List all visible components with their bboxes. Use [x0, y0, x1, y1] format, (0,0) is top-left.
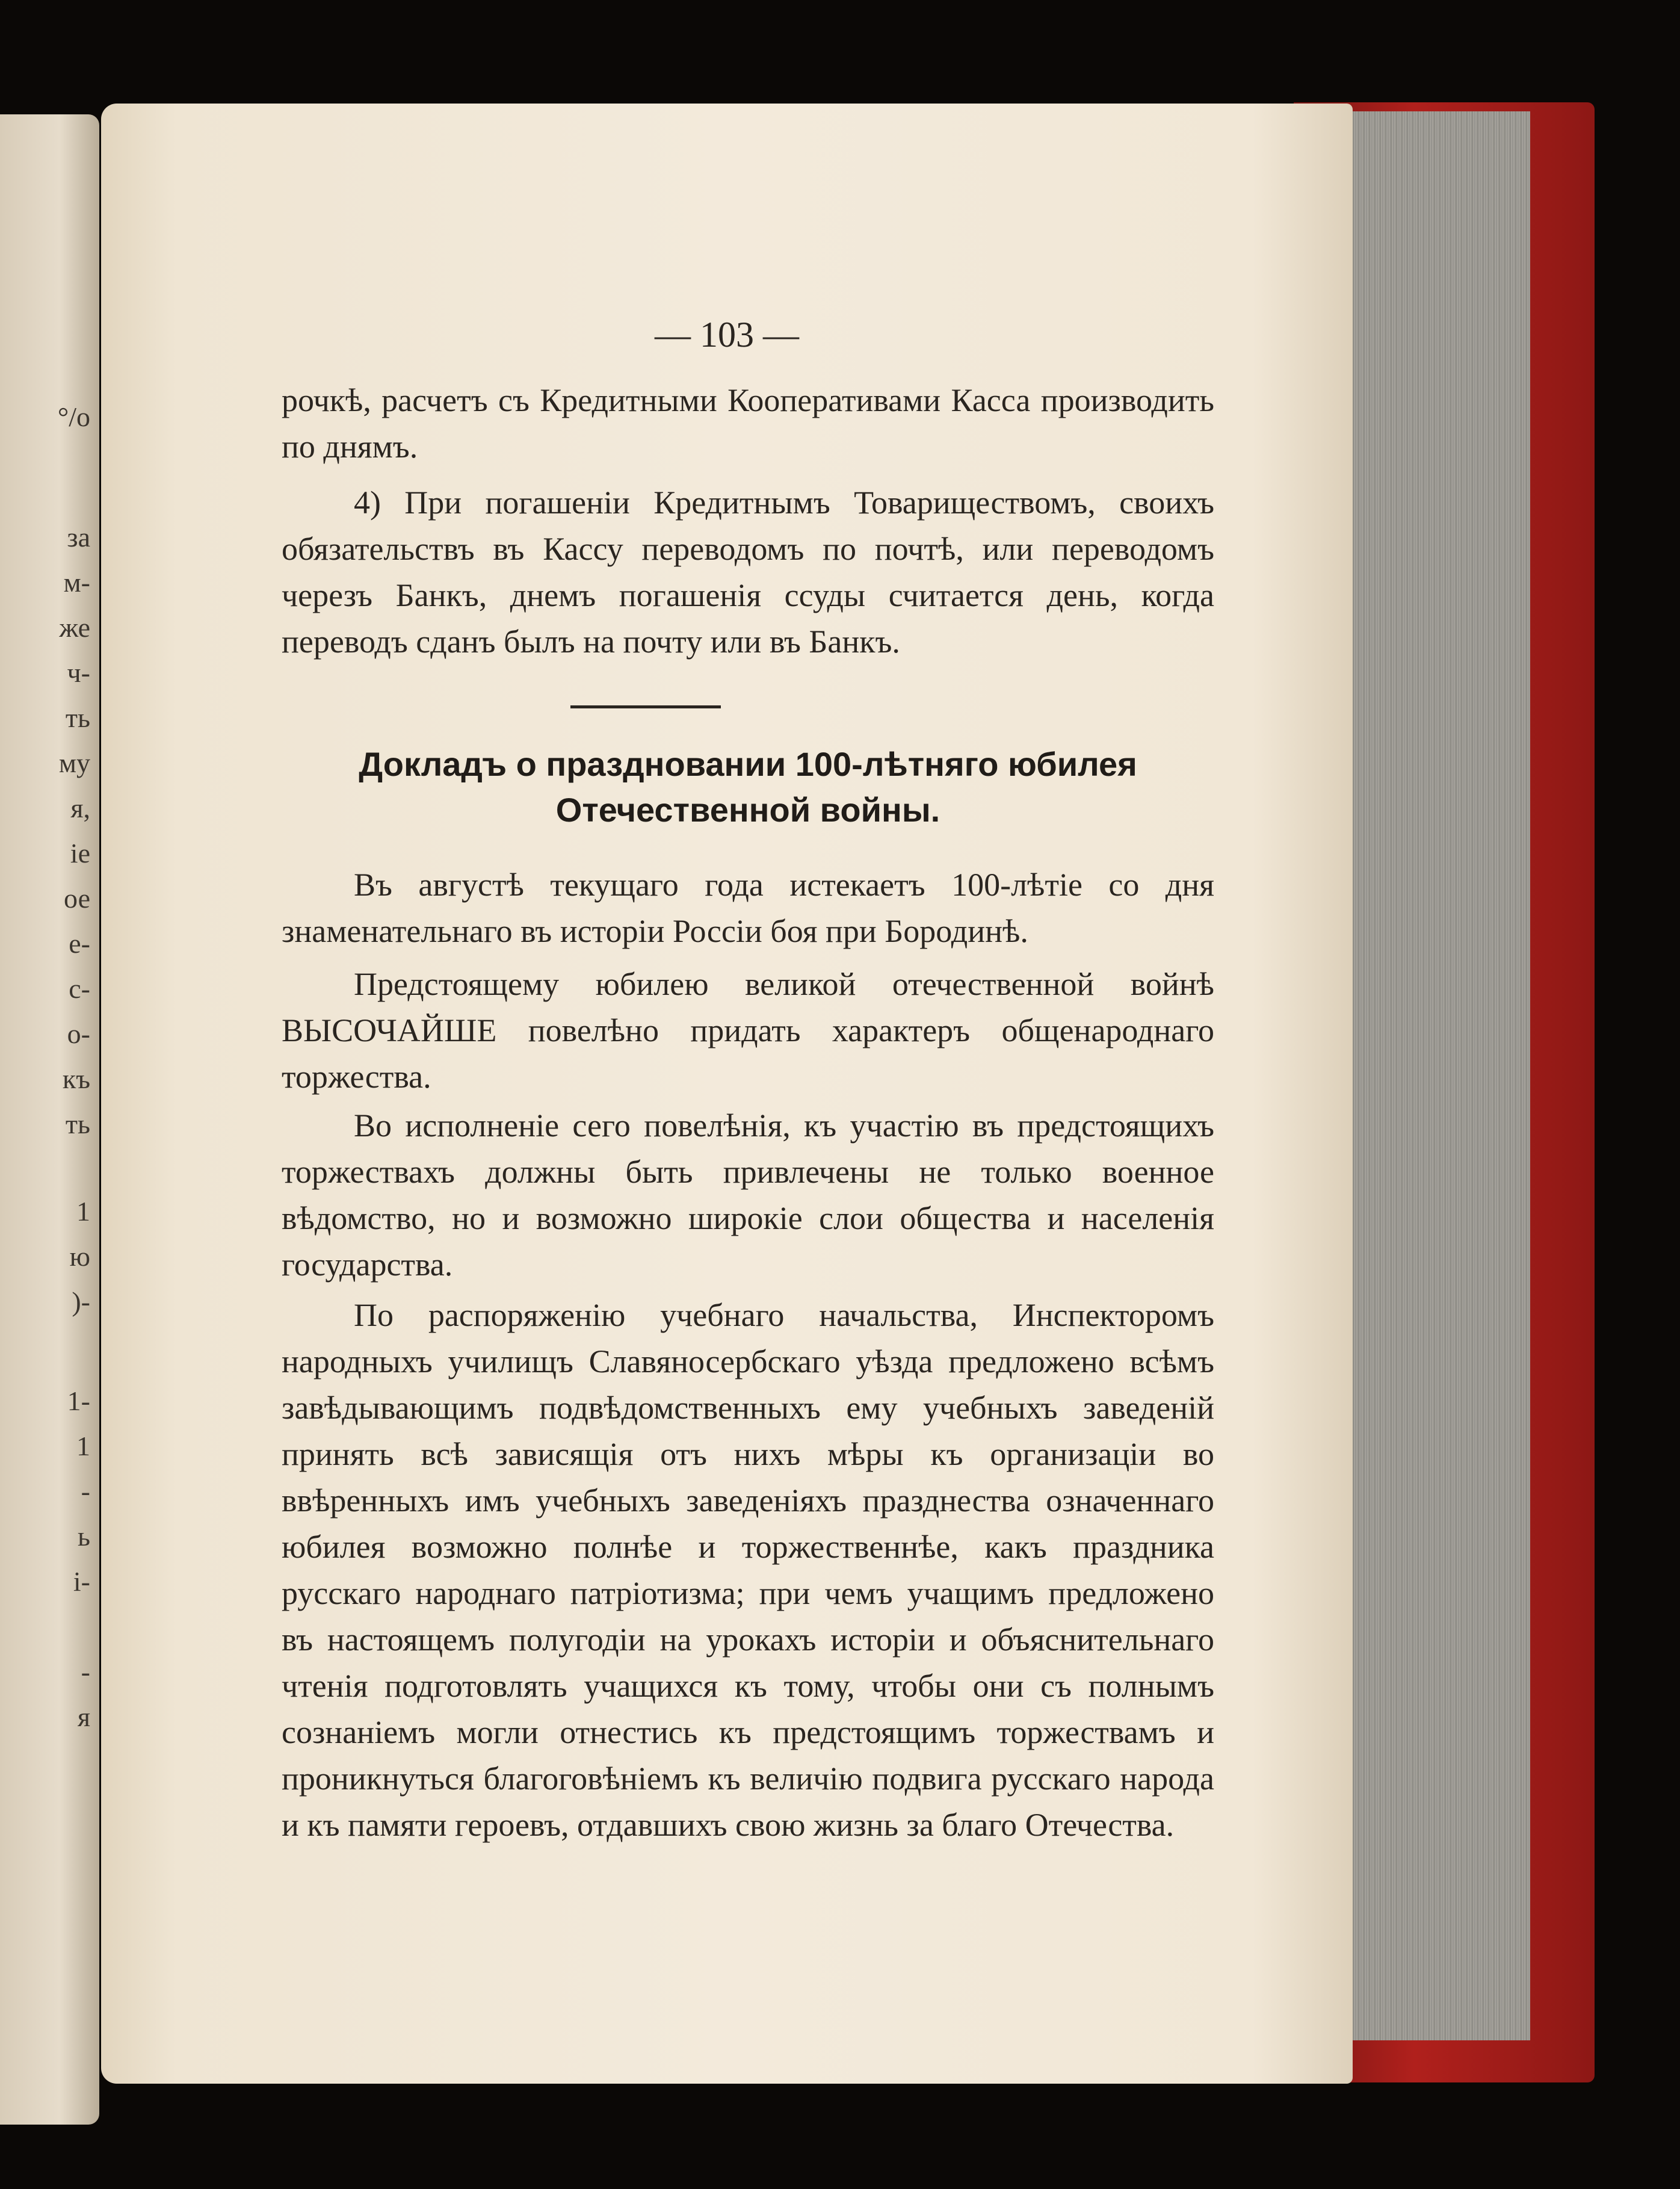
left-fragment: і-: [73, 1566, 90, 1597]
page-stack-edge: [1348, 111, 1530, 2040]
paragraph-continuation: рочкѣ, расчетъ съ Кредитными Кооперативами Касса производить по днямъ.: [282, 382, 1214, 465]
left-fragment: ть: [65, 1109, 90, 1139]
paragraph: По распоряженію учебнаго начальства, Инспекторомъ народныхъ училищъ Славяносербскаго уѣзда предложено всѣмъ завѣдывающимъ подвѣдомственныхъ ему учебныхъ заведеній принять всѣ зависящія отъ нихъ мѣры къ организаціи во ввѣренныхъ имъ учебныхъ заведеніяхъ празднества означеннаго юбилея возможно полнѣе и торжественнѣе, какъ праздника русскаго народнаго патріотизма; при чемъ учащимъ предложено въ настоящемъ полугодіи на урокахъ исторіи и объяснительнаго чтенія подготовлять учащихся къ тому, чтобы они съ полнымъ сознаніемъ могли отнестись къ предстоящимъ торжествамъ и проникнуться благоговѣніемъ къ величію подвига русскаго народа и къ памяти героевъ, отдавшихъ свою жизнь за благо Отечества.: [282, 1297, 1214, 1843]
paragraph: Во исполненіе сего повелѣнія, къ участію въ предстоящихъ торжествахъ должны быть привлечены не только военное вѣдомство, но и возможно широкіе слои общества и населенія государства.: [282, 1107, 1214, 1283]
left-fragment: ть: [65, 702, 90, 733]
left-page-edge: [0, 114, 99, 2125]
left-fragment: 1: [76, 1196, 90, 1227]
paragraph: Предстоящему юбилею великой отечественной войнѣ ВЫСОЧАЙШЕ повелѣно придать характеръ общенароднаго торжества.: [282, 966, 1214, 1095]
left-fragment: о-: [67, 1018, 90, 1049]
left-fragment: )-: [72, 1286, 90, 1317]
left-fragment: -: [81, 1656, 90, 1687]
left-fragment: му: [58, 748, 90, 778]
left-fragment: ое: [64, 883, 90, 914]
left-fragment: е-: [69, 928, 90, 959]
left-fragment: 1: [76, 1431, 90, 1461]
left-fragment: ч-: [67, 657, 90, 688]
section-divider: [570, 705, 721, 708]
left-fragment: 1-: [67, 1386, 90, 1416]
left-fragment: іе: [70, 838, 90, 868]
paragraph-item-4: 4) При погашеніи Кредитнымъ Товариществомъ, своихъ обязательствъ въ Кассу переводомъ по почтѣ, или переводомъ черезъ Банкъ, днемъ погашенія ссуды считается день, когда переводъ сданъ былъ на почту или въ Банкъ.: [282, 485, 1214, 660]
left-fragment: °/o: [57, 401, 90, 432]
left-fragment: с-: [69, 973, 90, 1004]
left-fragment: ь: [78, 1521, 90, 1552]
left-fragment: я: [77, 1701, 90, 1732]
left-fragment: м-: [63, 567, 90, 598]
left-fragment: къ: [62, 1064, 90, 1094]
left-fragment: за: [67, 522, 90, 553]
page-number: — 103 —: [655, 315, 799, 355]
left-fragment: ю: [69, 1241, 90, 1272]
paragraph: Въ августѣ текущаго года истекаетъ 100-лѣтіе со дня знаменательнаго въ исторіи Россіи боя при Бородинѣ.: [282, 867, 1214, 949]
left-fragment: же: [59, 612, 90, 643]
left-fragment: -: [81, 1476, 90, 1506]
book-page: [101, 104, 1353, 2084]
left-fragment: я,: [70, 793, 90, 823]
section-heading: Докладъ о праздновании 100-лѣтняго юбилея Отечественной войны.: [359, 745, 1137, 829]
